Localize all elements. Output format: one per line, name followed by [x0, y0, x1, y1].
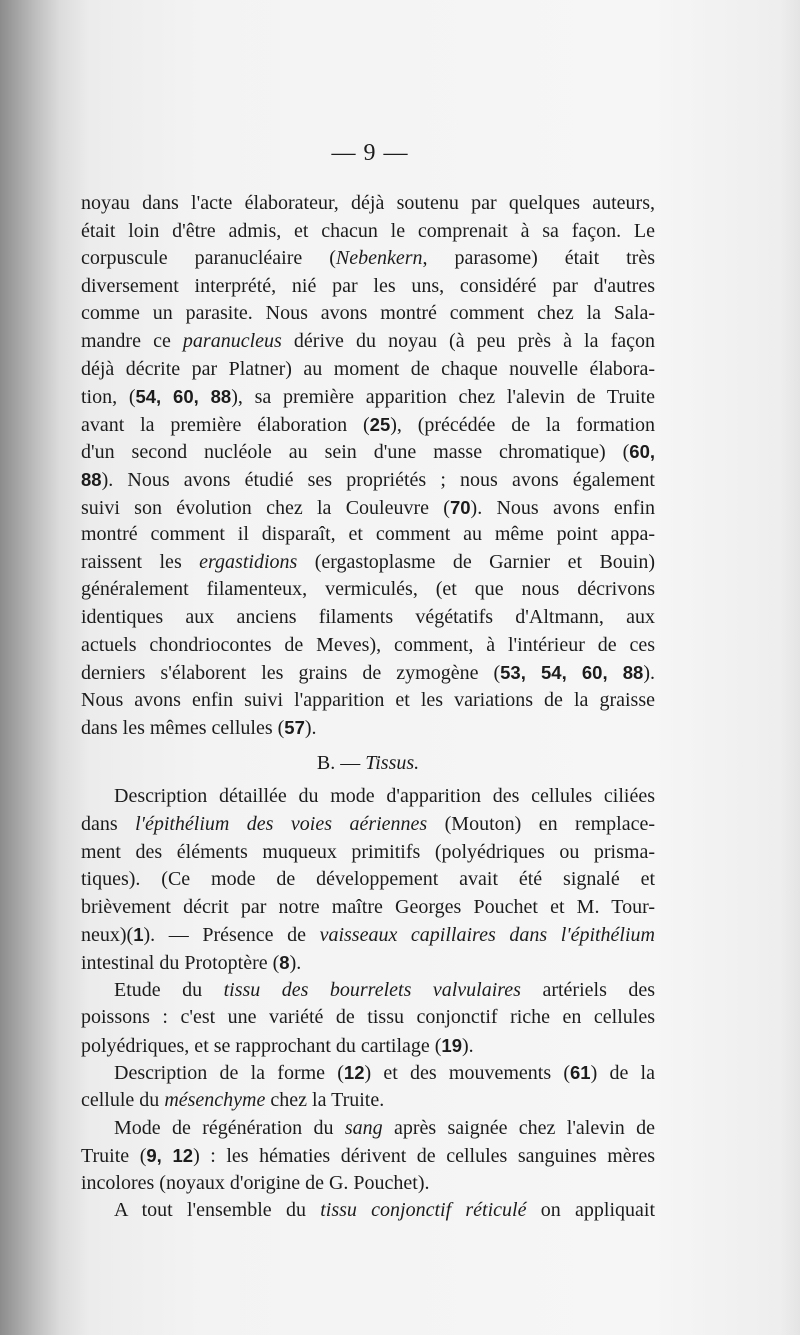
reference-number: 54, 60, 88: [135, 386, 232, 408]
reference-number: 70: [449, 496, 471, 518]
text-segment: diversement interprété, nié par les uns, considéré par d'autres: [81, 274, 655, 297]
section-letter: B. —: [316, 751, 366, 774]
text-line: [81, 300, 655, 328]
text-segment: généralement filamenteux, vermiculés, (et que nous décrivons: [81, 578, 655, 601]
text-line: [81, 604, 655, 632]
text-segment: ), (précédée de la formation: [390, 413, 655, 436]
text-segment: Description de la forme (: [114, 1062, 344, 1085]
text-segment: neux)(: [81, 924, 134, 947]
text-line: [81, 1032, 655, 1060]
text-line: [81, 190, 655, 218]
text-segment: on appliquait: [526, 1199, 655, 1222]
text-line: [81, 328, 655, 356]
text-line: [81, 714, 655, 742]
text-segment: polyédriques, et se rapprochant du cartilage (: [81, 1034, 442, 1057]
text-segment: Etude du: [114, 978, 224, 1001]
text-line: [81, 218, 655, 246]
reference-number: 19: [441, 1034, 462, 1056]
text-segment: (Mouton) en remplace-: [427, 813, 656, 836]
text-line: [81, 356, 655, 384]
text-line: [81, 866, 655, 894]
text-segment: ). Nous avons enfin: [470, 496, 656, 519]
text-segment: Description détaillée du mode d'apparition des cellules ciliées: [114, 785, 655, 808]
text-line: [81, 977, 655, 1005]
section-heading: [81, 750, 655, 778]
text-line: [81, 949, 655, 977]
text-line: [81, 273, 655, 301]
text-segment: tion, (: [81, 386, 136, 409]
italic-term: tissu conjonctif réticulé: [320, 1199, 527, 1222]
text-segment: montré comment il disparaît, et comment au même point appa-: [81, 523, 655, 546]
italic-term: paranucleus: [182, 329, 282, 352]
reference-number: 9, 12: [146, 1145, 194, 1167]
text-segment: Mode de régénération du: [114, 1116, 345, 1139]
text-line: [81, 521, 655, 549]
text-segment: (ergastoplasme de Garnier et Bouin): [297, 550, 655, 573]
text-segment: déjà décrite par Platner) au moment de chaque nouvelle élabora-: [81, 357, 655, 380]
text-segment: dérive du noyau (à peu près à la façon: [281, 329, 655, 352]
text-line: [81, 687, 655, 715]
reference-number: 53, 54, 60, 88: [500, 662, 644, 684]
text-line: [81, 411, 655, 439]
text-segment: ). Nous avons étudié ses propriétés ; nous avons également: [101, 468, 655, 491]
text-segment: tiques). (Ce mode de développement avait été signalé et: [81, 868, 655, 891]
text-line: [81, 576, 655, 604]
text-line: [81, 1115, 655, 1143]
text-segment: derniers s'élaborent les grains de zymogène (: [81, 662, 501, 685]
text-line: [81, 783, 655, 811]
italic-term: mésenchyme: [164, 1089, 266, 1111]
text-segment: suivi son évolution chez la Couleuvre (: [81, 496, 450, 519]
text-segment: ), sa première apparition chez l'alevin de Truite: [231, 386, 655, 409]
italic-term: sang: [344, 1116, 383, 1139]
reference-number: 60,: [629, 441, 655, 463]
text-line: [81, 1142, 655, 1170]
text-line: [81, 1197, 655, 1225]
text-line: [81, 894, 655, 922]
text-segment: dans les mêmes cellules (: [81, 717, 285, 740]
italic-term: vaisseaux capillaires dans l'épithélium: [319, 924, 655, 947]
text-segment: après saignée chez l'alevin de: [382, 1116, 656, 1139]
text-line: [81, 1170, 655, 1198]
text-line: [81, 245, 655, 273]
text-segment: Truite (: [81, 1145, 147, 1168]
text-segment: actuels chondriocontes de Meves), comment, à l'intérieur de ces: [81, 633, 655, 656]
section-tissus-body: [81, 783, 655, 1225]
text-segment: ).: [462, 1034, 474, 1057]
text-segment: , parasome) était très: [422, 247, 655, 270]
text-segment: ) et des mouvements (: [364, 1062, 570, 1085]
reference-number: 12: [343, 1062, 365, 1084]
page-number: — 9 —: [331, 140, 409, 166]
text-line: [81, 1087, 655, 1115]
text-segment: corpuscule paranucléaire (: [81, 247, 336, 270]
text-segment: A tout l'ensemble du: [114, 1199, 321, 1222]
text-segment: Nous avons enfin suivi l'apparition et les variations de la graisse: [81, 688, 655, 711]
text-segment: incolores (noyaux d'origine de G. Pouchet).: [81, 1171, 430, 1194]
text-line: [81, 383, 655, 411]
text-line: [81, 632, 655, 660]
italic-term: l'épithélium des voies aériennes: [135, 813, 428, 836]
text-segment: dans: [81, 813, 136, 836]
text-line: [81, 549, 655, 577]
reference-number: 25: [369, 413, 391, 435]
text-line: [81, 921, 655, 949]
reference-number: 88: [81, 468, 102, 490]
text-segment: ).: [289, 952, 302, 975]
text-line: [81, 811, 655, 839]
italic-term: Nebenkern: [335, 247, 423, 270]
text-segment: d'un second nucléole au sein d'une masse chromatique) (: [81, 441, 630, 464]
text-line: [81, 438, 655, 466]
text-line: [81, 1059, 655, 1087]
text-segment: ) : les hématies dérivent de cellules sanguines mères: [193, 1145, 655, 1168]
section-title: Tissus.: [365, 751, 420, 774]
text-segment: noyau dans l'acte élaborateur, déjà soutenu par quelques auteurs,: [81, 192, 655, 214]
text-segment: artériels des: [520, 978, 655, 1001]
text-line: [81, 494, 655, 522]
text-segment: ).: [643, 662, 655, 685]
text-segment: raissent les: [81, 550, 200, 573]
text-line: [81, 839, 655, 867]
text-segment: ment des éléments muqueux primitifs (polyédriques ou prisma-: [81, 840, 655, 863]
text-segment: mandre ce: [81, 329, 183, 352]
reference-number: 8: [279, 952, 290, 974]
text-segment: ) de la: [590, 1062, 655, 1085]
text-segment: intestinal du Protoptère (: [81, 952, 280, 975]
text-segment: était loin d'être admis, et chacun le comprenait à sa façon. Le: [81, 219, 655, 242]
text-line: [81, 1004, 655, 1032]
paragraph-noyau: [81, 190, 655, 742]
text-line: [81, 466, 655, 494]
reference-number: 57: [284, 717, 305, 739]
text-segment: ).: [304, 717, 317, 740]
text-segment: comme un parasite. Nous avons montré comment chez la Sala-: [81, 302, 655, 325]
text-segment: brièvement décrit par notre maître Georges Pouchet et M. Tour-: [81, 895, 655, 918]
text-line: [81, 659, 655, 687]
italic-term: tissu des bourrelets valvulaires: [223, 978, 521, 1001]
reference-number: 1: [133, 924, 144, 946]
italic-term: ergastidions: [199, 550, 298, 573]
text-segment: poissons : c'est une variété de tissu conjonctif riche en cellules: [81, 1006, 655, 1029]
text-segment: identiques aux anciens filaments végétatifs d'Altmann, aux: [81, 605, 655, 628]
body-text: [81, 190, 655, 1225]
reference-number: 61: [570, 1062, 591, 1084]
text-segment: ). — Présence de: [143, 924, 320, 947]
text-segment: avant la première élaboration (: [81, 413, 370, 436]
text-segment: cellule du: [81, 1089, 165, 1111]
text-segment: chez la Truite.: [265, 1089, 385, 1111]
